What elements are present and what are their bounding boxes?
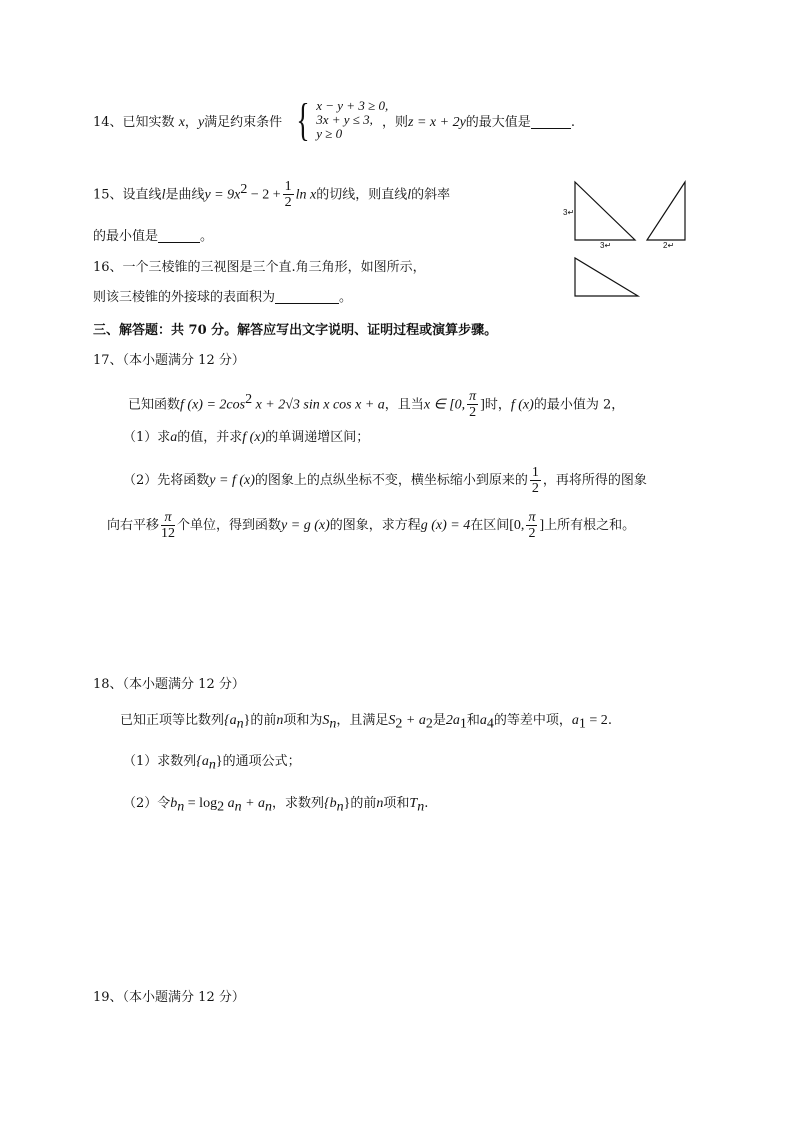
q16-answer-blank[interactable] [275, 289, 339, 304]
q15-line2-end: 。 [200, 229, 214, 244]
q18-s2-n: n [376, 796, 384, 811]
q18-p1-a4: a [479, 713, 487, 728]
q18-p1-a1-sub: 1 [578, 716, 586, 732]
q18-p1-c: 项和为 [283, 713, 323, 728]
q17-s3-int: [0, [509, 518, 525, 533]
q18-p1-expr: S [388, 713, 396, 728]
q18-s2-bn: b [170, 796, 178, 811]
q17-s3-d: 在区间 [470, 518, 510, 533]
q18-p1-n: n [276, 713, 284, 728]
q14-brace: { [296, 94, 310, 145]
q18-sub-1 [123, 752, 301, 776]
q18-p1-an-sub: n [236, 716, 244, 732]
q18-s2-eq-b: a [224, 796, 235, 811]
q18-p1-end: . [607, 713, 612, 728]
q17-s2-fx: y = f (x) [209, 473, 255, 488]
q15-text-d: 的斜率 [411, 187, 451, 203]
q17-fx: f (x) = 2cos [180, 397, 246, 413]
q18-s2-end: . [424, 796, 429, 811]
q18-p1-expr-b: + a [402, 713, 426, 728]
q17-p1-h: 的最小值为 2， [533, 397, 625, 413]
q17-s2-fraction [530, 465, 541, 496]
q18-p1-an: {a [224, 713, 237, 728]
q18-s2-log-sub: 2 [217, 799, 225, 815]
q17-paragraph [128, 385, 624, 420]
q18-p1-f: 和 [466, 713, 480, 728]
question-14 [93, 113, 282, 133]
q14-ineq-3: y ≥ 0 [316, 126, 343, 141]
q18-s2-d: 项和 [383, 796, 410, 811]
q15-expr-a: y = 9x [204, 187, 241, 203]
q17-s3-frac2-num: π [528, 510, 536, 525]
q17-p1-a: 已知函数 [128, 397, 181, 413]
q18-s2-bn-sub: n [177, 799, 185, 815]
q18-s1-an-sub: n [208, 757, 216, 773]
q18-s2-eq-sub: n [234, 799, 242, 815]
q18-paragraph [120, 711, 612, 735]
q18-s2-b: ，求数列 [272, 796, 325, 811]
q17-s3-a: 向右平移 [107, 518, 160, 533]
q18-s2-a: （2）令 [123, 796, 171, 811]
q15-text-a: 设直线 [122, 187, 162, 203]
q15-text-c: 的切线，则直线 [316, 187, 408, 203]
q14-ineq-1: x − y + 3 ≥ 0, [316, 98, 389, 113]
q15-frac-num: 1 [284, 179, 292, 195]
q14-text-d: 的最大值是 [465, 115, 531, 130]
q17-s1-b: 的值，并求 [177, 430, 243, 445]
q15-fraction [283, 179, 294, 210]
q17-s3-c: 的图象，求方程 [329, 518, 421, 533]
q18-p1-a1: a [571, 713, 579, 728]
q15-frac-den: 2 [284, 195, 292, 211]
q18-s1-an: {a [196, 754, 209, 769]
section-3-heading: 三、解答题：共 70 分。解答应写出文字说明、证明过程或演算步骤。 [93, 323, 498, 338]
q17-s3-eq: g (x) = 4 [420, 518, 471, 533]
figure-label-right: 2↵ [663, 241, 675, 250]
figure-label-bottom: 3↵ [600, 241, 612, 250]
q16-line-1: 16、一个三棱锥的三视图是三个直.角三角形，如图所示， [93, 260, 426, 275]
q18-p1-expr-sub2: 2 [425, 716, 433, 732]
q17-s2-frac-den: 2 [531, 481, 539, 496]
q18-s2-seq-sub: n [336, 799, 344, 815]
q14-number: 14、 [93, 115, 123, 130]
q17-p1-frac-den: 2 [469, 405, 477, 421]
q18-s2-eq-c: + a [241, 796, 266, 811]
q18-s2-c: 的前 [350, 796, 377, 811]
q15-var-l: l [161, 187, 166, 203]
q17-s3-fraction [161, 510, 175, 541]
q15-answer-blank[interactable] [158, 228, 200, 243]
figure-label-left: 3↵ [563, 208, 575, 217]
q17-s3-frac2-den: 2 [528, 526, 536, 541]
q15-text-b: 是曲线 [165, 187, 205, 203]
q15-number: 15、 [93, 187, 123, 203]
front-view-triangle [575, 182, 635, 240]
q18-p1-an-end: } [243, 713, 251, 728]
q14-sep: ， [184, 115, 198, 130]
q14-constraint-system [294, 94, 389, 145]
question-15 [93, 175, 450, 210]
q18-s2-eq-sub2: n [265, 799, 273, 815]
q17-s1-c: 的单调递增区间； [265, 430, 370, 445]
q18-p1-sn-sub: n [329, 716, 337, 732]
q17-s3-frac-num: π [161, 510, 175, 526]
q18-p1-2a-sub: 1 [459, 716, 467, 732]
q17-p1-fraction [467, 389, 478, 420]
q15-var-l2: l [407, 187, 412, 203]
q18-p1-expr-sub1: 2 [395, 716, 403, 732]
q17-p1-e: ] [480, 397, 485, 413]
q18-p1-b: 的前 [250, 713, 277, 728]
q15-exp: 2 [240, 182, 248, 197]
q14-text: 已知实数 [122, 115, 175, 130]
q17-p1-g: f (x) [510, 397, 534, 413]
q17-s3-gx: y = g (x) [281, 518, 330, 533]
q17-s1-a: （1）求 [123, 430, 171, 445]
q17-sub-1 [123, 428, 369, 448]
q17-s2-b: 的图象上的点纵坐标不变，横坐标缩小到原来的 [254, 473, 528, 488]
q18-header: 18、（本小题满分 12 分） [93, 677, 245, 692]
q17-s3-e: 上所有根之和。 [544, 518, 636, 533]
q17-s1-fx: f (x) [242, 430, 266, 445]
q18-s1-a: （1）求数列 [123, 754, 197, 769]
q18-p1-e: 是 [432, 713, 446, 728]
q16-line2-end: 。 [339, 290, 353, 305]
q14-expr: z = x + 2y [408, 115, 466, 130]
q17-s3-frac-den: 12 [161, 526, 176, 541]
q17-p1-b: x + 2√3 sin x cos x + a [252, 397, 385, 413]
q17-s2-c: ，再将所得的图象 [542, 473, 647, 488]
q18-s2-tn-sub: n [417, 799, 425, 815]
q18-p1-g: 的等差中项， [493, 713, 572, 728]
q18-p1-a4-sub: 4 [486, 716, 494, 732]
q17-s3-b: 个单位，得到函数 [177, 518, 282, 533]
q18-p1-a1-val: = 2 [585, 713, 608, 728]
q14-ineq-2: 3x + y ≤ 3, [316, 112, 373, 127]
q14-answer-blank[interactable] [531, 114, 571, 129]
q18-s1-an-end: } [215, 754, 223, 769]
q16-line2-text: 则该三棱锥的外接球的表面积为 [93, 290, 276, 305]
q15-line-2 [93, 227, 213, 247]
q15-expr-c: ln x [295, 187, 317, 203]
q18-p1-2a: 2a [445, 713, 460, 728]
q17-header: 17、（本小题满分 12 分） [93, 353, 245, 368]
q17-p1-d: x ∈ [0, [423, 397, 466, 413]
q14-inequalities [316, 99, 388, 141]
q18-p1-a: 已知正项等比数列 [120, 713, 225, 728]
q18-s2-tn: T [409, 796, 418, 811]
q14-text-c: ，则 [382, 115, 409, 130]
q18-sub-2 [123, 794, 428, 818]
q17-p1-c: ，且当 [384, 397, 424, 413]
q14-text-b: 满足约束条件 [204, 115, 283, 130]
q19-header: 19、（本小题满分 12 分） [93, 990, 245, 1005]
q14-var-y: y [197, 115, 205, 130]
q17-s1-var: a [170, 430, 178, 445]
side-view-triangle [647, 182, 685, 240]
q15-expr-b: − 2 + [247, 187, 281, 203]
q17-s2-frac-num: 1 [531, 465, 539, 480]
q18-p1-d: ，且满足 [336, 713, 389, 728]
q17-sup: 2 [245, 392, 253, 407]
q18-s2-seq-end: } [343, 796, 351, 811]
q17-p1-frac-num: π [469, 389, 477, 405]
q18-s2-seq: {b [324, 796, 337, 811]
q14-tail [382, 113, 575, 133]
q16-line-2 [93, 288, 352, 308]
q15-line2-text: 的最小值是 [93, 229, 159, 244]
q14-end: . [570, 115, 575, 130]
q17-s3-fraction-2 [526, 510, 537, 541]
q17-s2-a: （2）先将函数 [123, 473, 210, 488]
q14-var-x: x [178, 115, 185, 130]
q18-s2-eq: = log [184, 796, 218, 811]
q17-s3-int-end: ] [539, 518, 545, 533]
top-view-triangle [575, 258, 638, 296]
q18-s1-b: 的通项公式； [222, 754, 301, 769]
q17-sub-2-cont [107, 510, 635, 541]
q17-sub-2 [123, 465, 647, 496]
q17-p1-f: 时， [484, 397, 511, 413]
q18-p1-sn: S [322, 713, 330, 728]
three-view-figure [560, 178, 700, 303]
